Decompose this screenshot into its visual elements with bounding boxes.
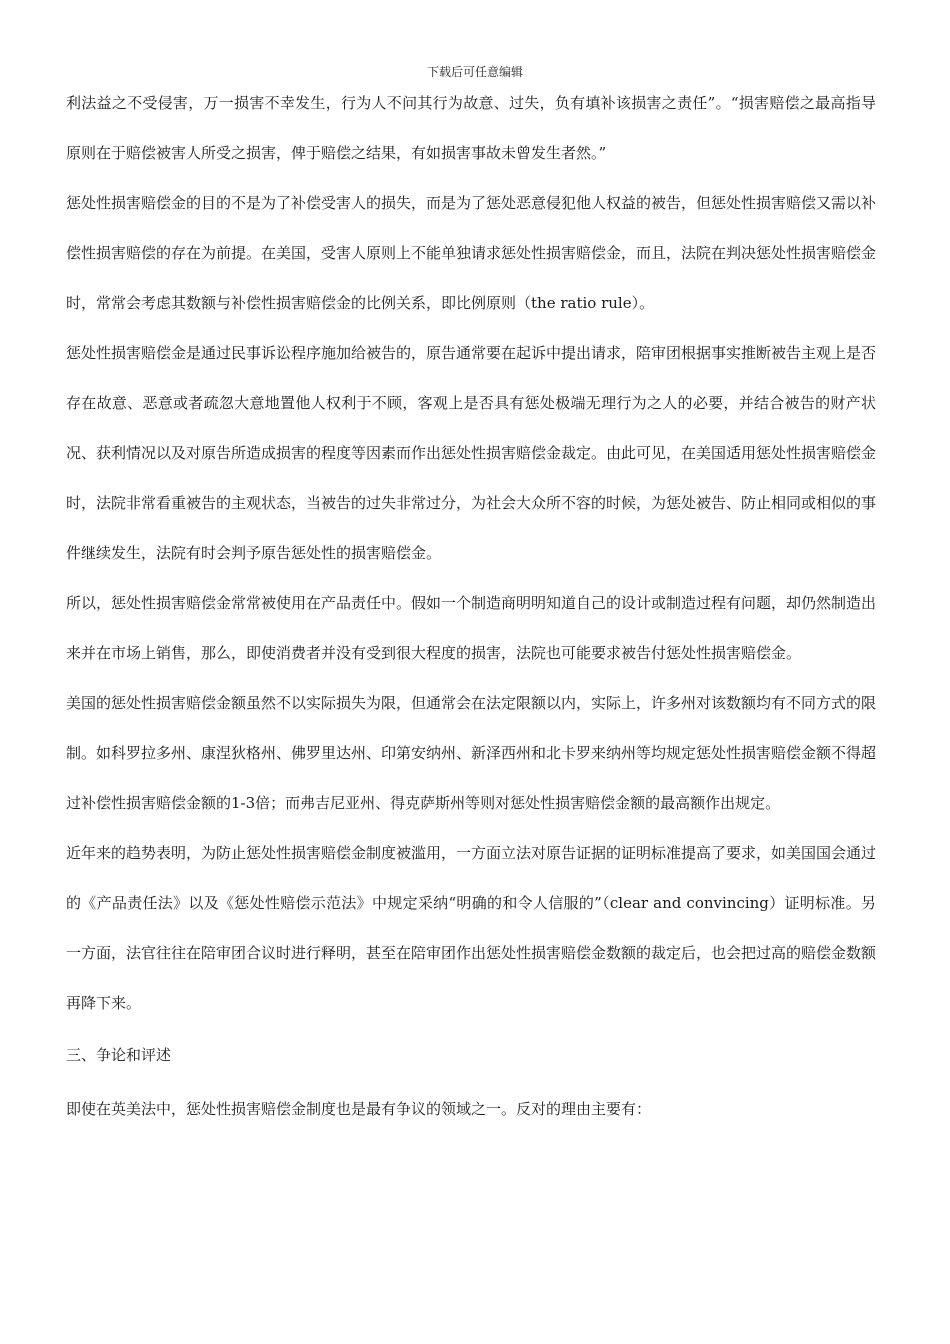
paragraph-purpose: 惩处性损害赔偿金的目的不是为了补偿受害人的损失，而是为了惩处恶意侵犯他人权益的被告，但惩处性损害赔偿又需以补偿性损害赔偿的存在为前提。在美国，受害人原则上不能单独请求惩处性损害赔偿金，而且，法院在判决惩处性损害赔偿金时，常常会考虑其数额与补偿性损害赔偿金的比例关系，即比例原则（the ratio rule）。: [66, 194, 877, 312]
paragraph-state-limits: 美国的惩处性损害赔偿金额虽然不以实际损失为限，但通常会在法定限额以内，实际上，许多州对该数额均有不同方式的限制。如科罗拉多州、康涅狄格州、佛罗里达州、印第安纳州、新泽西州和北卡罗来纳州等均规定惩处性损害赔偿金额不得超过补偿性损害赔偿金额的1-3倍；而弗吉尼亚州、得克萨斯州等则对惩处性损害赔偿金额的最高额作出规定。: [66, 694, 877, 812]
section-heading: 三、争论和评述: [66, 1046, 172, 1064]
page-header: 下载后可任意编辑: [426, 65, 523, 79]
document-body: [66, 78, 876, 1136]
paragraph-product-liability: 所以，惩处性损害赔偿金常常被使用在产品责任中。假如一个制造商明明知道自己的设计或制造过程有问题，却仍然制造出来并在市场上销售，那么，即使消费者并没有受到很大程度的损害，法院也可能要求被告付惩处性损害赔偿金。: [66, 594, 877, 662]
paragraph-continued: 利法益之不受侵害，万一损害不幸发生，行为人不问其行为故意、过失，负有填补该损害之责任”。“损害赔偿之最高指导原则在于赔偿被害人所受之损害，俾于赔偿之结果，有如损害事故未曾发生者然。”: [66, 94, 876, 162]
paragraph-recent-trends: 近年来的趋势表明，为防止惩处性损害赔偿金制度被滥用，一方面立法对原告证据的证明标准提高了要求，如美国国会通过的《产品责任法》以及《惩处性赔偿示范法》中规定采纳“明确的和令人信服的”（clear and convincing）证明标准。另一方面，法官往往在陪审团合议时进行释明，甚至在陪审团作出惩处性损害赔偿金数额的裁定后，也会把过高的赔偿金数额再降下来。: [66, 844, 877, 1012]
paragraph-objections-intro: 即使在英美法中，惩处性损害赔偿金制度也是最有争议的领域之一。反对的理由主要有：: [66, 1100, 652, 1118]
paragraph-procedure: 惩处性损害赔偿金是通过民事诉讼程序施加给被告的，原告通常要在起诉中提出请求，陪审团根据事实推断被告主观上是否存在故意、恶意或者疏忽大意地置他人权利于不顾，客观上是否具有惩处极端无理行为之人的必要，并结合被告的财产状况、获利情况以及对原告所造成损害的程度等因素而作出惩处性损害赔偿金裁定。由此可见，在美国适用惩处性损害赔偿金时，法院非常看重被告的主观状态，当被告的过失非常过分，为社会大众所不容的时候，为惩处被告、防止相同或相似的事件继续发生，法院有时会判予原告惩处性的损害赔偿金。: [66, 344, 877, 562]
